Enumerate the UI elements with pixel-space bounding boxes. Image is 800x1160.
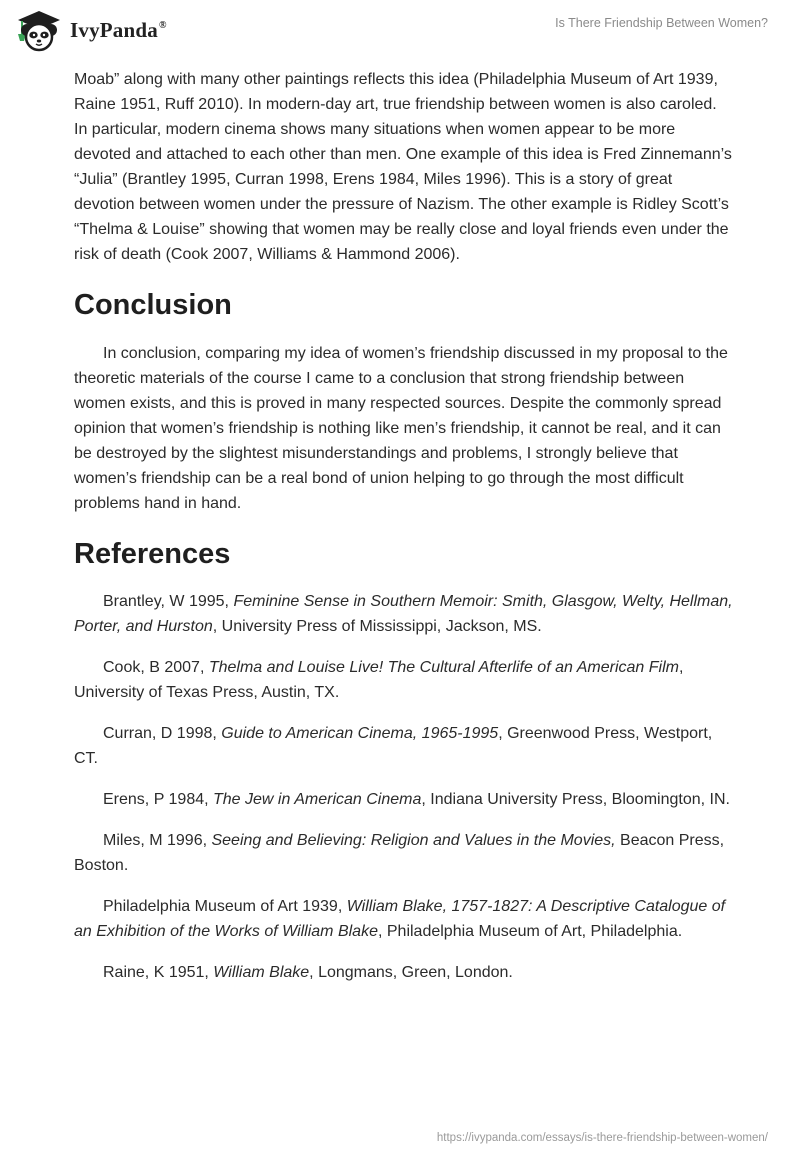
reference-publisher: , University of Texas Press, Austin, TX. [74,659,684,701]
reference-item [74,894,734,944]
panda-graduation-cap-icon [14,8,64,52]
reference-item [74,655,734,705]
source-url[interactable]: https://ivypanda.com/essays/is-there-friendship-between-women/ [436,1132,768,1144]
reference-publisher: , University Press of Mississippi, Jackson, MS. [212,618,542,635]
reference-author: Raine, K 1951, [103,964,214,981]
reference-author: Philadelphia Museum of Art 1939, [103,898,347,915]
registered-mark: ® [158,19,167,31]
reference-item [74,721,734,771]
brand-logo[interactable] [14,8,167,52]
references-heading: References [74,538,231,570]
page-header [0,0,800,62]
document-title: Is There Friendship Between Women? [555,16,768,30]
reference-item [74,960,734,985]
reference-publisher: , Indiana University Press, Bloomington, IN. [421,791,730,808]
reference-item [74,828,734,878]
reference-author: Cook, B 2007, [103,659,209,676]
reference-title: Thelma and Louise Live! The Cultural Afterlife of an American Film [208,659,679,676]
reference-title: The Jew in American Cinema [213,791,422,808]
reference-author: Brantley, W 1995, [103,593,234,610]
reference-author: Miles, M 1996, [103,832,212,849]
brand-name [70,18,167,43]
reference-title: Feminine Sense in Southern Memoir: Smith, Glasgow, Welty, Hellman, Porter, and Hurston [74,593,733,635]
reference-author: Curran, D 1998, [103,725,222,742]
reference-author: Erens, P 1984, [103,791,213,808]
conclusion-heading: Conclusion [74,289,232,321]
reference-title: Guide to American Cinema, 1965-1995 [221,725,499,742]
reference-item [74,589,734,639]
reference-title: William Blake [213,964,310,981]
references-list [74,589,734,985]
reference-title: Seeing and Believing: Religion and Values in the Movies, [211,832,616,849]
reference-item [74,787,734,812]
brand-text: IvyPanda [70,17,158,42]
reference-publisher: , Greenwood Press, Westport, CT. [74,725,713,767]
reference-publisher: , Philadelphia Museum of Art, Philadelphia. [377,923,683,940]
reference-publisher: Beacon Press, Boston. [74,832,725,874]
conclusion-paragraph: In conclusion, comparing my idea of women’s friendship discussed in my proposal to the theoretic materials of the course I came to a conclusion that strong friendship between women exists, and this is proved in many respected sources. Despite the commonly spread opinion that women’s friendship is nothing like men’s friendship, it cannot be real, and it can be destroyed by the slightest misunderstandings and problems, I strongly believe that women’s friendship can be a real bond of union helping to go through the most difficult problems hand in hand. [74,345,728,512]
intro-paragraph: Moab” along with many other paintings reflects this idea (Philadelphia Museum of Art 1939, Raine 1951, Ruff 2010). In modern-day art, true friendship between women is also caroled. In particular, modern cinema shows many situations when women appear to be more devoted and attached to each other than men. One example of this idea is Fred Zinnemann’s “Julia” (Brantley 1995, Curran 1998, Erens 1984, Miles 1996). This is a story of great devotion between women under the pressure of Nazism. The other example is Ridley Scott’s “Thelma & Louise” showing that women may be really close and loyal friends even under the risk of death (Cook 2007, Williams & Hammond 2006). [74,71,732,263]
essay-content [74,67,734,1001]
reference-publisher: , Longmans, Green, London. [309,964,513,981]
reference-title: William Blake, 1757-1827: A Descriptive Catalogue of an Exhibition of the Works of William Blake [74,898,726,940]
